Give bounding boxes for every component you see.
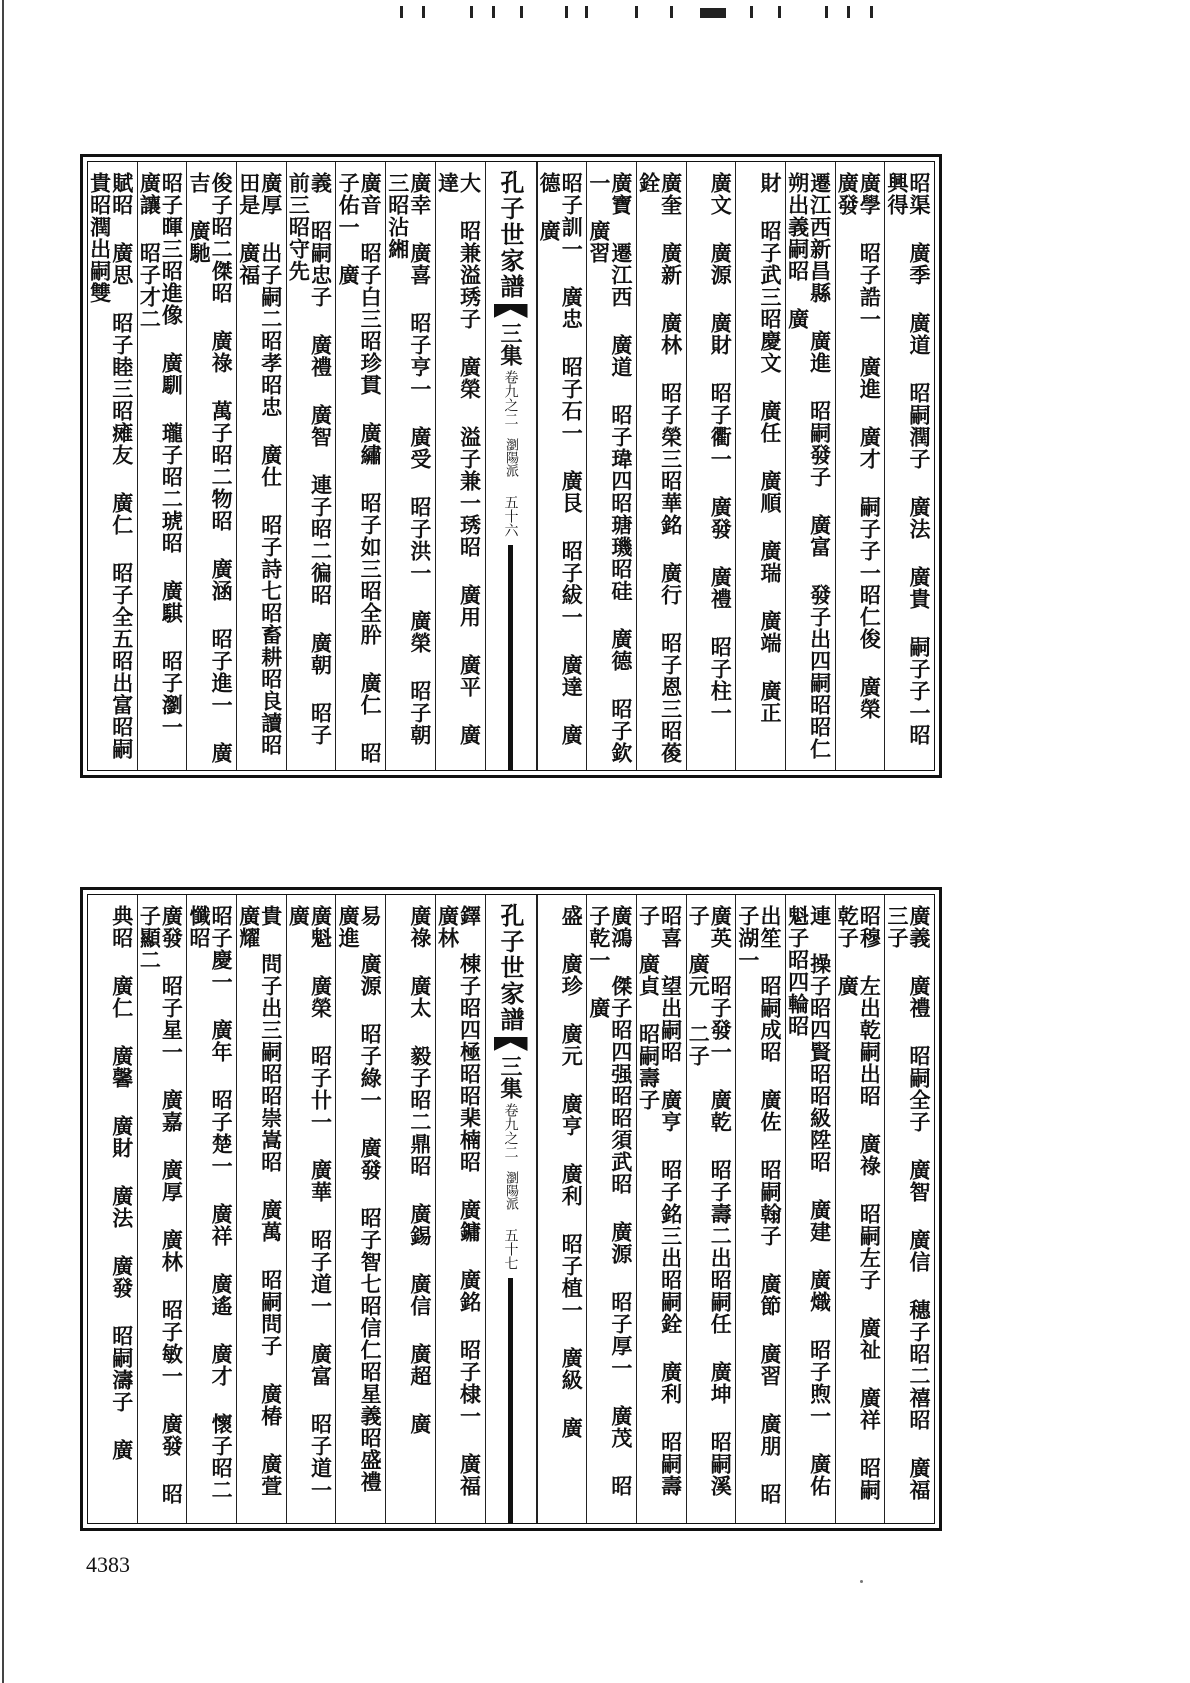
genealogy-column: 廣學 昭子誥一 廣進 廣才 嗣子子一昭仁俊 廣榮 廣發 [835,162,885,770]
genealogy-column: 廣音 昭子白三昭珍貫 廣繡 昭子如三昭全肸 廣仁 昭子佑一 廣 [335,162,385,770]
genealogy-column: 廣魁 廣榮 昭子卄一 廣華 昭子道一 廣富 昭子道一 廣 [286,895,336,1523]
genealogy-column: 盛 廣珍 廣元 廣亨 廣利 昭子植一 廣級 廣 [537,895,587,1523]
volume-label: 卷九之二 [502,1103,519,1159]
book-title: 孔子世家譜 [496,903,525,1033]
volume-label: 卷九之二 [502,370,519,426]
page-center-heading [485,162,537,770]
page-number: 4383 [86,1552,130,1577]
genealogy-column: 廣義 廣禮 昭嗣全子 廣智 廣信 穗子昭二禧昭 廣福 三子 [884,895,934,1523]
genealogy-column: 廣英 昭子發一 廣乾 昭子壽二出昭嗣任 廣坤 昭嗣溪子 廣元 二子 [686,895,736,1523]
book-title: 孔子世家譜 [496,170,525,300]
genealogy-column: 廣發 昭子星一 廣嘉 廣厚 廣林 昭子敏一 廣發 昭子顯二 [137,895,187,1523]
genealogy-column: 典昭 廣仁 廣馨 廣財 廣法 廣發 昭嗣濤子 廣 [109,905,135,1461]
scan-speck [860,1580,863,1583]
genealogy-column: 廣幸 廣喜 昭子亨一 廣受 昭子洪一 廣榮 昭子朝三昭沾緗 [385,162,435,770]
genealogy-column: 昭子慶一 廣年 昭子楚一 廣祥 廣遙 廣才 懷子昭二懺昭 [186,895,236,1523]
genealogy-column: 鐸 棟子昭四極昭昭棐楠昭 廣鏞 廣銘 昭子棣一 廣福 廣林 [435,895,485,1523]
genealogy-column: 昭子暉三昭進像 廣馴 瓏子昭二琥昭 廣騏 昭子瀏一 廣讓 昭子才二 [137,162,187,770]
branch-label: 瀏陽派 [503,438,518,477]
collection-label: 三集 [497,322,523,366]
genealogy-column: 財 昭子武三昭慶文 廣任 廣順 廣瑞 廣端 廣正 [735,162,785,770]
folio-number: 五十七 [502,1228,519,1270]
genealogy-column: 廣寶 遷江西 廣道 昭子瑋四昭瑭璣昭硅 廣德 昭子欽一 廣習 [586,162,636,770]
genealogy-column: 廣奎 廣新 廣林 昭子榮三昭華銘 廣行 昭子恩三昭葰銓 [636,162,686,770]
bottom-page-block [80,887,942,1531]
genealogy-column: 昭喜 望出嗣昭 廣亨 昭子銘三出昭嗣銓 廣利 昭嗣壽子 廣貞 昭嗣壽子 [636,895,686,1523]
folio-number: 五十六 [502,495,519,537]
genealogy-column: 易 廣源 昭子綠一 廣發 昭子智七昭信仁昭星義昭盛禮 廣進 [335,895,385,1523]
collection-label: 三集 [497,1055,523,1099]
center-rule [508,1278,513,1523]
genealogy-column: 貴 問子出三嗣昭昭崇嵩昭 廣萬 昭嗣問子 廣椿 廣萱 廣耀 [236,895,286,1523]
fish-tail-mark-icon [494,1037,528,1051]
left-scan-rule [2,0,4,1683]
center-rule [508,545,513,770]
genealogy-column: 廣鴻 傑子昭四强昭昭須武昭 廣源 昭子厚一 廣茂 昭子乾一 廣 [586,895,636,1523]
genealogy-column: 義 昭嗣忠子 廣禮 廣智 連子昭二徧昭 廣朝 昭子前三昭守先 [286,162,336,770]
genealogy-column: 大 昭兼溢琇子 廣榮 溢子兼一琇昭 廣用 廣平 廣達 [435,162,485,770]
genealogy-column: 昭渠 廣季 廣道 昭嗣潤子 廣法 廣貴 嗣子子一昭興得 [884,162,934,770]
genealogy-column: 廣文 廣源 廣財 昭子衢一 廣發 廣禮 昭子柱一 [686,162,736,770]
top-page-block [80,154,942,778]
genealogy-column: 廣厚 出子嗣二昭孝昭忠 廣仕 昭子詩七昭畜耕昭良讀昭田是 廣福 [236,162,286,770]
top-scan-marks [400,6,940,20]
genealogy-column: 昭子訓一 廣忠 昭子石一 廣艮 昭子紱一 廣達 廣德 廣 [537,162,587,770]
fish-tail-mark-icon [494,304,528,318]
genealogy-column: 廣祿 廣太 毅子昭二鼎昭 廣錫 廣信 廣超 廣 [385,895,435,1523]
genealogy-column: 出笙 昭嗣成昭 廣佐 昭嗣翰子 廣節 廣習 廣朋 昭子湖一 [735,895,785,1523]
branch-label: 瀏陽派 [503,1171,518,1210]
genealogy-column: 賦昭 廣思 昭子睦三昭瘫友 廣仁 昭子全五昭出富昭嗣貴昭潤出嗣雙 [88,172,135,760]
genealogy-column: 遷江西新昌縣 廣進 昭嗣發子 廣富 發子出四嗣昭昭仁朔出義嗣昭 廣 [785,162,835,770]
genealogy-column: 俊子昭二傑昭 廣祿 萬子昭二物昭 廣涵 昭子進一 廣吉 廣馳 [186,162,236,770]
genealogy-column: 昭穆 左出乾嗣出昭 廣祿 昭嗣左子 廣祉 廣祥 昭嗣乾子 廣 [835,895,885,1523]
page-center-heading [485,895,537,1523]
genealogy-column: 連 操子昭四賢昭昭級陞昭 廣建 廣熾 昭子煦一 廣佑 魁子昭四輪昭 [785,895,835,1523]
